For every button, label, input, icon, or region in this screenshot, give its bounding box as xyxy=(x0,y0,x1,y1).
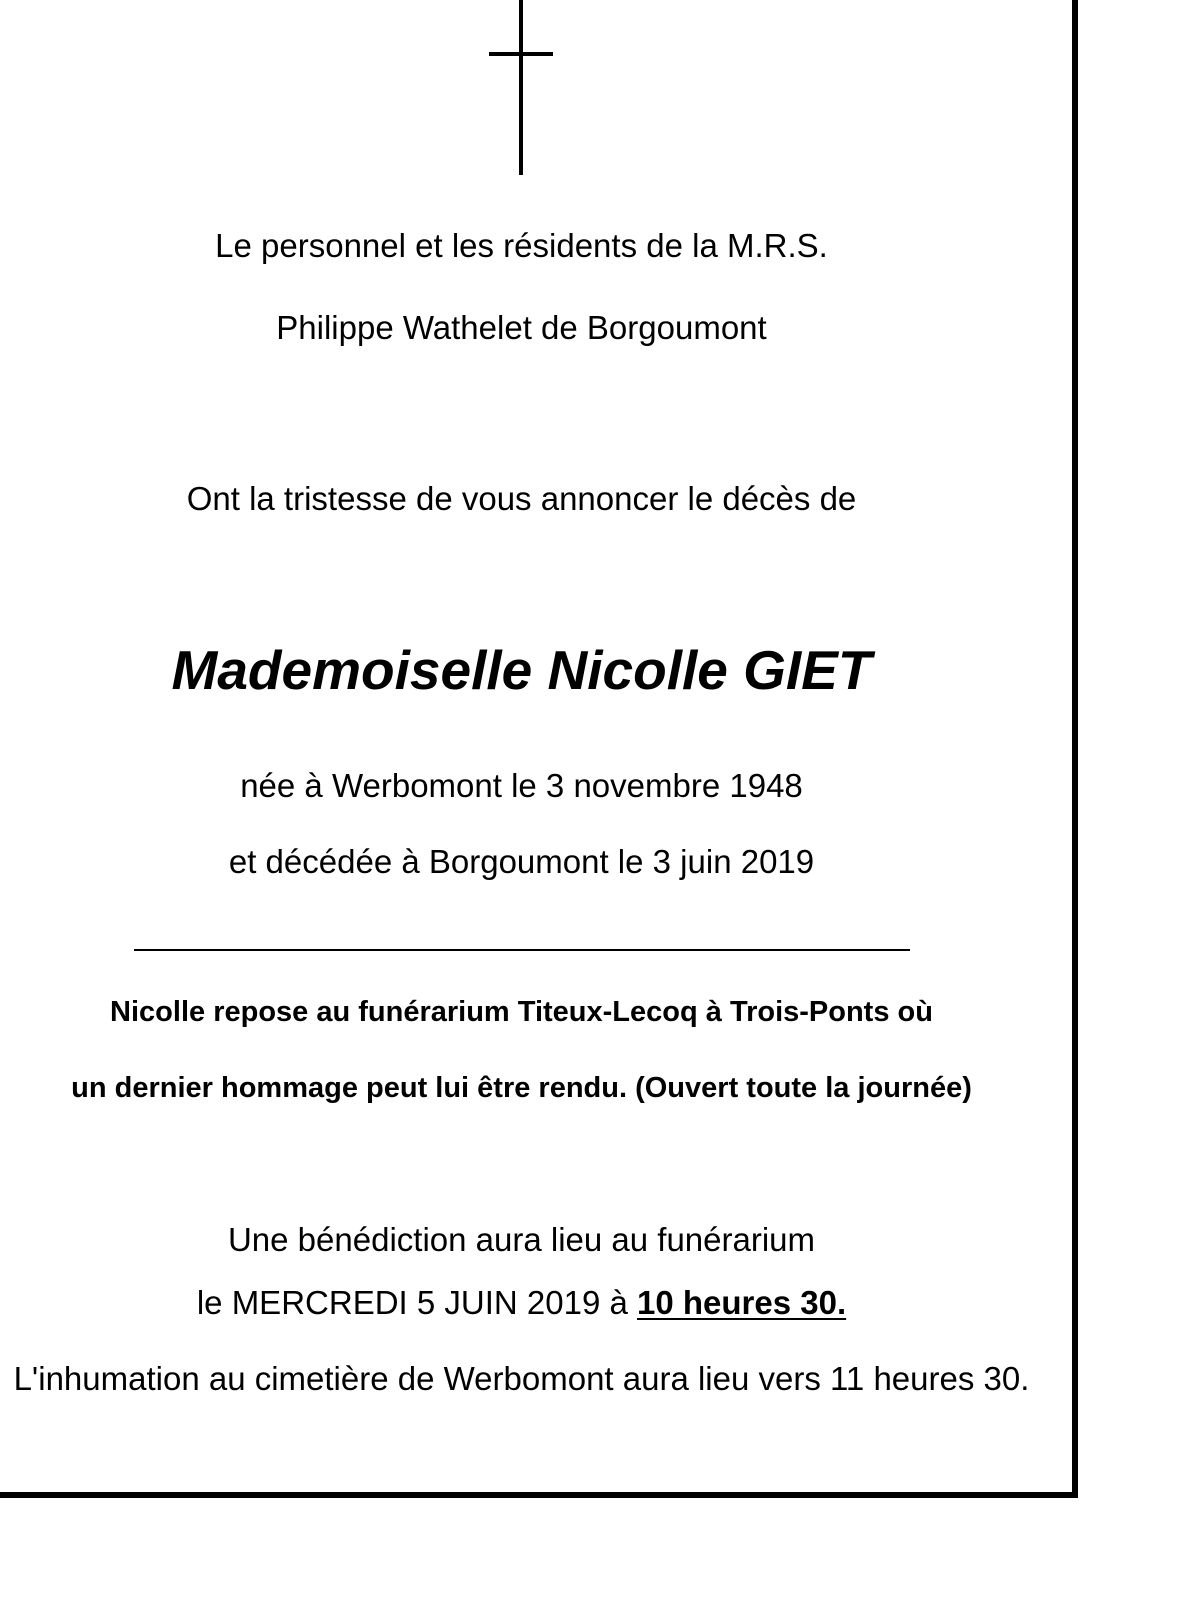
blessing-date: le MERCREDI 5 JUIN 2019 à xyxy=(196,1284,637,1321)
deceased-name: Mademoiselle Nicolle GIET xyxy=(171,639,872,701)
visitation-line-1: Nicolle repose au funérarium Titeux-Lecoq à Trois-Ponts où xyxy=(110,996,933,1028)
header-line-1: Le personnel et les résidents de la M.R.S. xyxy=(215,227,828,264)
border-bottom xyxy=(0,1492,1078,1498)
burial-info: L'inhumation au cimetière de Werbomont aura lieu vers 11 heures 30. xyxy=(13,1360,1030,1397)
border-right xyxy=(1072,0,1078,1498)
cross-icon xyxy=(488,0,554,176)
visitation-line-2: un dernier hommage peut lui être rendu. (Ouvert toute la journée) xyxy=(71,1072,972,1104)
blessing-time: 10 heures 30. xyxy=(637,1284,847,1321)
birth-info: née à Werbomont le 3 novembre 1948 xyxy=(240,767,803,804)
announcement-text: Ont la tristesse de vous annoncer le décès de xyxy=(186,480,857,517)
death-info: et décédée à Borgoumont le 3 juin 2019 xyxy=(228,843,815,880)
blessing-line-2 xyxy=(0,1286,1043,1319)
blessing-line-1: Une bénédiction aura lieu au funérarium xyxy=(227,1221,816,1258)
header-line-2: Philippe Wathelet de Borgoumont xyxy=(276,309,767,346)
separator-line xyxy=(134,949,910,951)
